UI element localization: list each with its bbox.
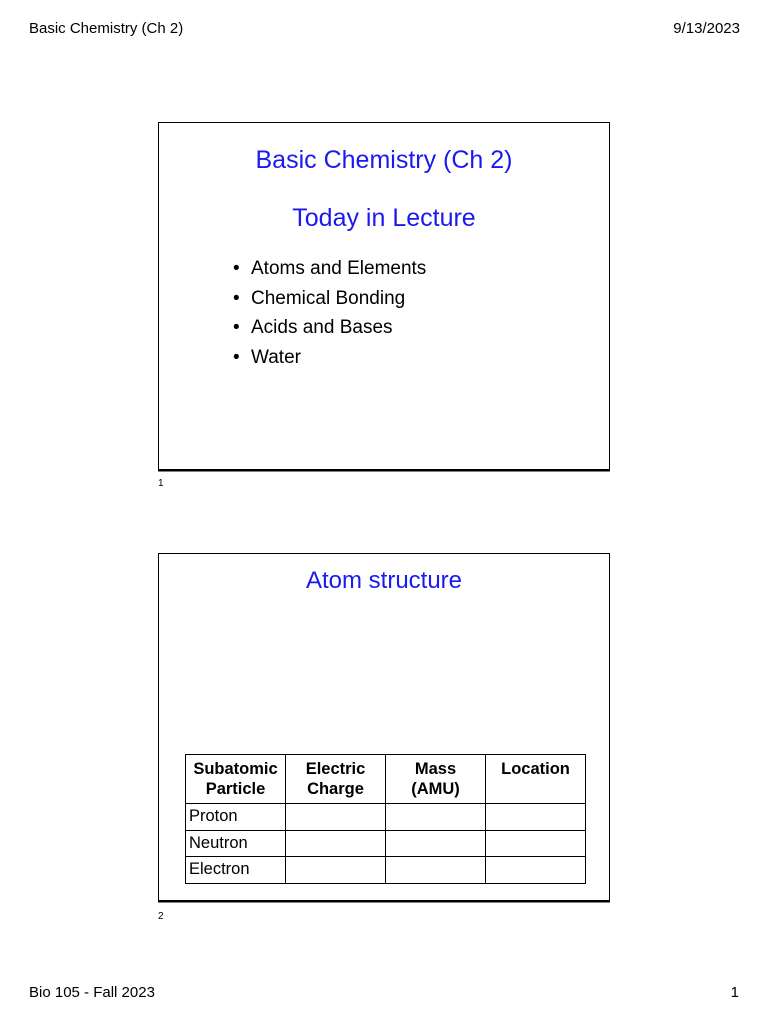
- slide-1-title: Basic Chemistry (Ch 2): [255, 146, 513, 174]
- bullet-text: Water: [251, 347, 301, 369]
- bullet-text: Atoms and Elements: [251, 258, 427, 279]
- bullet-icon: •: [233, 317, 240, 339]
- bullet-icon: •: [233, 287, 240, 309]
- table-cell-mass: [386, 857, 486, 884]
- slide-1: [158, 122, 610, 470]
- table-cell-particle: Neutron: [186, 830, 286, 857]
- bullet-item: [233, 284, 426, 314]
- page-header-date: 9/13/2023: [673, 20, 740, 37]
- table-cell-location: [486, 857, 586, 884]
- bullet-icon: •: [233, 258, 240, 279]
- table-cell-charge: [286, 830, 386, 857]
- page-footer-course: Bio 105 - Fall 2023: [29, 984, 155, 1001]
- header-line: Particle: [205, 780, 266, 798]
- header-line: Location: [501, 760, 570, 778]
- table-cell-mass: [386, 830, 486, 857]
- table-cell-particle: Proton: [186, 804, 286, 831]
- table-cell-charge: [286, 804, 386, 831]
- table-row: [186, 804, 586, 831]
- table-cell-location: [486, 804, 586, 831]
- table-cell-particle: Electron: [186, 857, 286, 884]
- header-line: (AMU): [411, 780, 460, 798]
- slide-1-number: 1: [158, 478, 164, 489]
- table-cell-location: [486, 830, 586, 857]
- column-header-subatomic-particle: [186, 755, 286, 804]
- table-cell-mass: [386, 804, 486, 831]
- header-line: Subatomic: [193, 760, 278, 778]
- bullet-item: [233, 343, 426, 373]
- bullet-text: Chemical Bonding: [251, 287, 406, 309]
- table-row: [186, 830, 586, 857]
- column-header-electric-charge: [286, 755, 386, 804]
- table-row: [186, 857, 586, 884]
- slide-1-subtitle: Today in Lecture: [292, 204, 476, 232]
- bullet-item: [233, 313, 426, 343]
- bullet-icon: •: [233, 347, 240, 369]
- column-header-mass: [386, 755, 486, 804]
- bullet-text: Acids and Bases: [251, 317, 393, 339]
- slide-1-bullet-list: [233, 254, 426, 373]
- header-line: Mass: [414, 760, 457, 778]
- column-header-location: [486, 755, 586, 804]
- page-number: 1: [730, 984, 739, 1001]
- page-header-title: Basic Chemistry (Ch 2): [29, 20, 184, 37]
- header-line: Charge: [307, 780, 364, 798]
- bullet-item: [233, 254, 426, 284]
- slide-2-title: Atom structure: [305, 567, 463, 594]
- slide-2-number: 2: [158, 911, 164, 922]
- slide-2: [158, 553, 610, 901]
- header-line: Electric: [305, 760, 366, 778]
- subatomic-particle-table: [185, 754, 586, 884]
- table-header-row: [186, 755, 586, 804]
- table-cell-charge: [286, 857, 386, 884]
